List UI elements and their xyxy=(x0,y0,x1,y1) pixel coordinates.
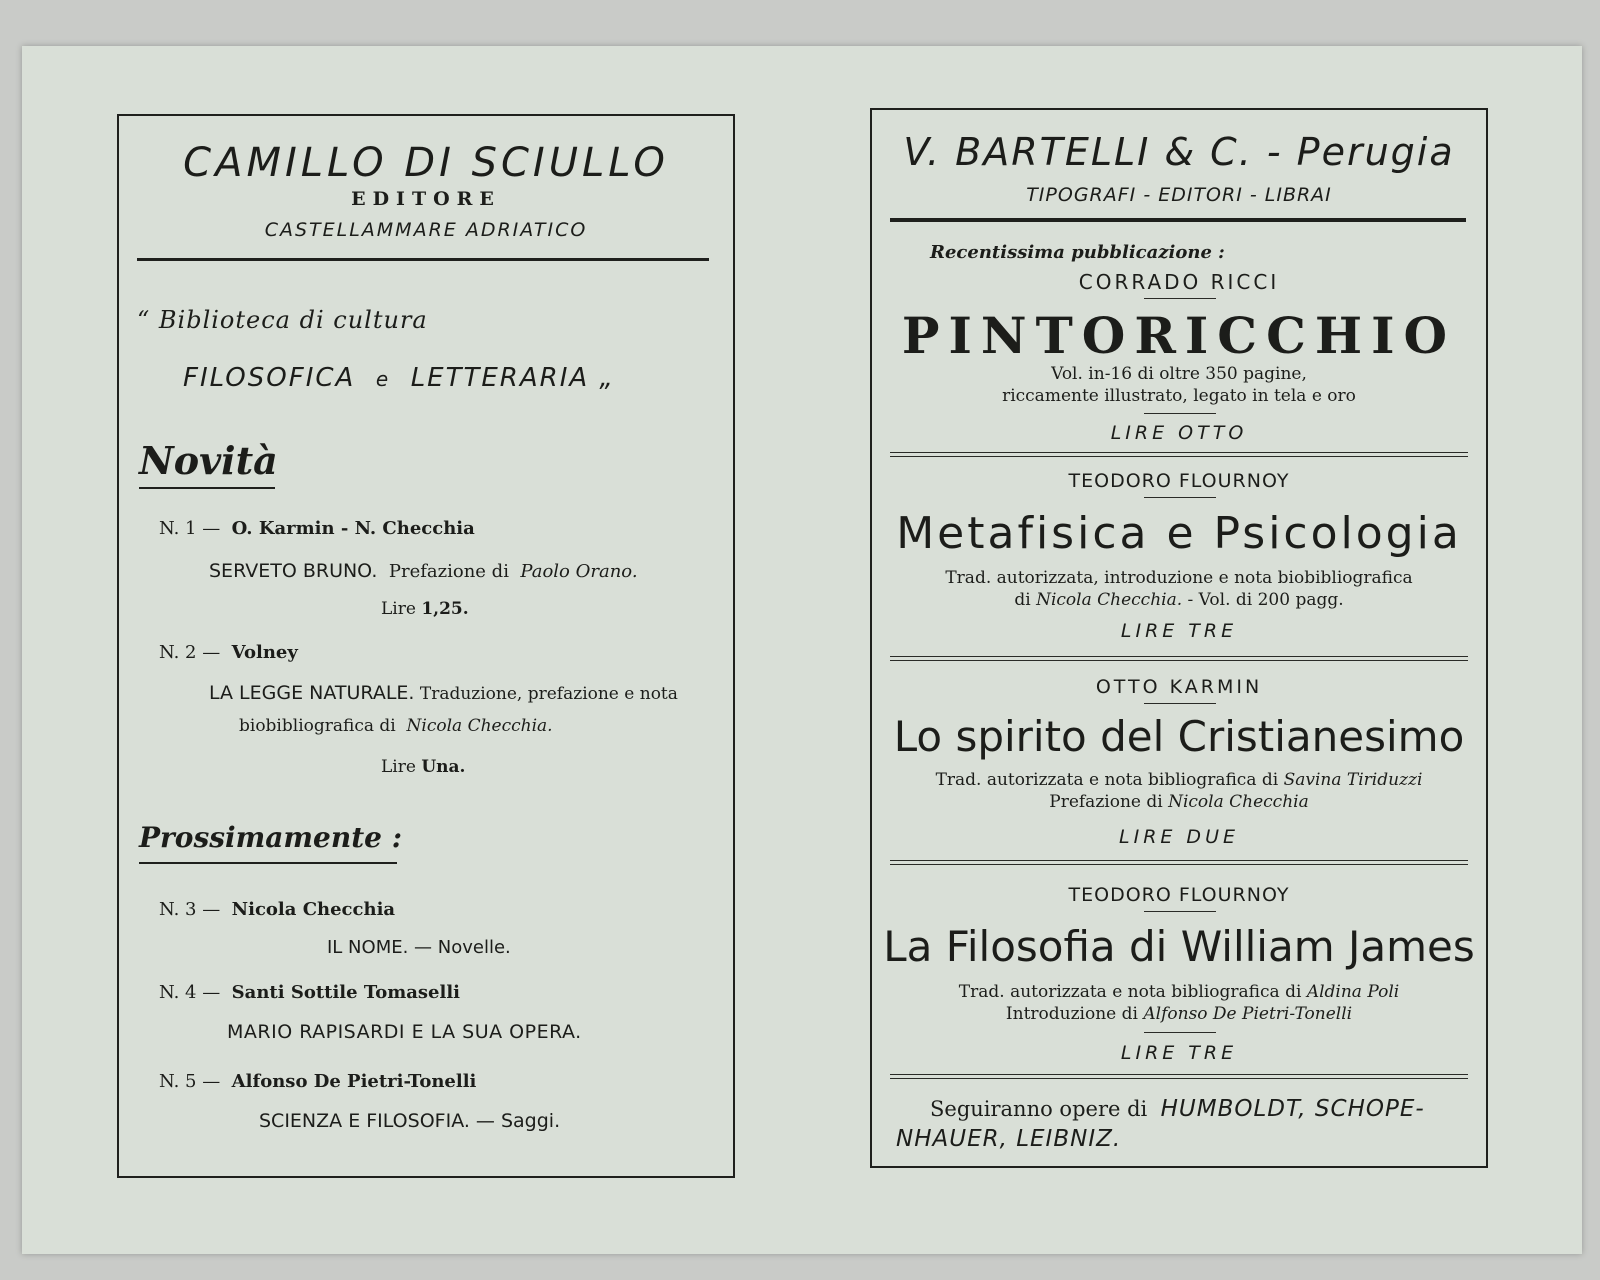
series-filosofica: FILOSOFICA xyxy=(183,363,356,393)
bartelli-panel xyxy=(870,108,1488,1168)
novita-1-note: Prefazione di xyxy=(388,561,509,582)
series-e: e xyxy=(375,367,391,391)
novita-1-price-value: 1,25. xyxy=(421,599,469,619)
novita-2-note-line xyxy=(239,716,553,736)
book-1-desc-2: riccamente illustrato, legato in tela e oro xyxy=(1002,386,1356,406)
novita-1-title-line xyxy=(209,560,638,582)
book-2-desc-vol: - Vol. di 200 pagg. xyxy=(1187,590,1344,610)
book-2-desc-1: Trad. autorizzata, introduzione e nota biobibliografica xyxy=(945,568,1413,588)
prossimo-5-author: Alfonso De Pietri-Tonelli xyxy=(231,1071,477,1092)
prossimo-5-num: N. 5 — xyxy=(159,1071,221,1092)
book-2-price: LIRE TRE xyxy=(1120,620,1238,642)
novita-2-num: N. 2 — xyxy=(159,642,221,663)
publisher-role: EDITORE xyxy=(351,188,501,210)
book-2-desc-2 xyxy=(872,590,1486,610)
prossimo-4-title: MARIO RAPISARDI E LA SUA OPERA. xyxy=(227,1021,582,1043)
prossimo-5-header xyxy=(159,1071,476,1092)
prossimo-4-num: N. 4 — xyxy=(159,982,221,1003)
novita-2-title-line xyxy=(209,682,678,704)
novita-2-price-value: Una. xyxy=(421,757,466,777)
header-rule xyxy=(137,258,709,261)
series-line-1: “ Biblioteca di cultura xyxy=(137,306,428,334)
series-line-2 xyxy=(183,363,615,393)
footer-authors-1: HUMBOLDT, SCHOPE- xyxy=(1160,1096,1425,1122)
novita-2-author: Volney xyxy=(231,642,298,663)
novita-1-header xyxy=(159,518,475,539)
prossimo-3-num: N. 3 — xyxy=(159,899,221,920)
book-4-desc-rule xyxy=(1144,1032,1216,1033)
book-4-desc-1 xyxy=(872,982,1486,1002)
novita-1-author: O. Karmin - N. Checchia xyxy=(231,518,475,539)
prossimo-3-title: IL NOME. — Novelle. xyxy=(327,937,511,958)
book-4-desc-translator: Aldina Poli xyxy=(1306,982,1400,1002)
prossimo-5-title: SCIENZA E FILOSOFIA. — Saggi. xyxy=(259,1110,561,1132)
divider-1 xyxy=(890,452,1468,457)
novita-2-header xyxy=(159,642,298,663)
footer-line-1 xyxy=(930,1096,1425,1122)
book-3-price: LIRE DUE xyxy=(1119,826,1239,848)
book-3-desc-translator: Savina Tiriduzzi xyxy=(1283,770,1423,790)
bartelli-subtitle: TIPOGRAFI - EDITORI - LIBRAI xyxy=(1026,184,1332,206)
divider-2 xyxy=(890,656,1468,661)
book-3-desc-pref: Prefazione di xyxy=(1049,792,1163,812)
divider-3 xyxy=(890,860,1468,865)
novita-2-note: Traduzione, prefazione e nota xyxy=(419,684,678,704)
book-3-desc-prefacer: Nicola Checchia xyxy=(1168,792,1309,812)
divider-4 xyxy=(890,1074,1468,1079)
publisher-name: CAMILLO DI SCIULLO xyxy=(183,140,669,186)
book-2-author-rule xyxy=(1144,497,1216,498)
book-4-author-rule xyxy=(1144,911,1216,912)
prossimo-4-header xyxy=(159,982,460,1003)
novita-1-price xyxy=(381,599,469,619)
book-1-title: PINTORICCHIO xyxy=(901,306,1457,365)
book-1-author-rule xyxy=(1144,298,1216,299)
bartelli-name: V. BARTELLI & C. - Perugia xyxy=(903,130,1455,174)
novita-1-price-label: Lire xyxy=(381,599,416,619)
series-letteraria: LETTERARIA „ xyxy=(410,363,615,393)
book-4-desc-trad: Trad. autorizzata e nota bibliografica di xyxy=(958,982,1302,1002)
prossimo-3-author: Nicola Checchia xyxy=(231,899,396,920)
prossimamente-heading: Prossimamente : xyxy=(139,821,403,854)
book-1-price: LIRE OTTO xyxy=(1110,422,1248,444)
book-4-title: La Filosofia di William James xyxy=(883,922,1475,971)
book-4-desc-intro: Introduzione di xyxy=(1005,1004,1138,1024)
book-4-desc-introducer: Alfonso De Pietri-Tonelli xyxy=(1143,1004,1353,1024)
novita-2-title: LA LEGGE NATURALE. xyxy=(209,682,415,704)
book-2-desc-di: di xyxy=(1014,590,1031,610)
footer-line-2: NHAUER, LEIBNIZ. xyxy=(896,1126,1122,1152)
book-4-author: TEODORO FLOURNOY xyxy=(1068,884,1290,906)
novita-2-price xyxy=(381,757,465,777)
book-1-author: CORRADO RICCI xyxy=(1078,270,1280,294)
novita-1-note-author: Paolo Orano. xyxy=(520,561,638,582)
book-2-desc-translator: Nicola Checchia. xyxy=(1036,590,1183,610)
novita-underline xyxy=(139,487,275,489)
book-3-author: OTTO KARMIN xyxy=(1095,676,1263,698)
prossimo-4-author: Santi Sottile Tomaselli xyxy=(231,982,461,1003)
book-1-desc-rule xyxy=(1144,413,1216,414)
book-4-desc-2 xyxy=(872,1004,1486,1024)
book-3-desc-2 xyxy=(872,792,1486,812)
novita-2-price-label: Lire xyxy=(381,757,416,777)
novita-1-num: N. 1 — xyxy=(159,518,221,539)
novita-1-title: SERVETO BRUNO. xyxy=(209,560,378,582)
book-2-author: TEODORO FLOURNOY xyxy=(1068,470,1290,492)
book-3-author-rule xyxy=(1144,703,1216,704)
flyer-sheet xyxy=(22,46,1582,1254)
bartelli-header-rule xyxy=(890,218,1466,222)
novita-2-note-author: Nicola Checchia. xyxy=(406,716,553,736)
prossimo-3-header xyxy=(159,899,395,920)
prossimamente-underline xyxy=(139,862,397,864)
di-sciullo-panel xyxy=(117,114,735,1178)
book-3-desc-trad: Trad. autorizzata e nota bibliografica di xyxy=(935,770,1279,790)
footer-intro: Seguiranno opere di xyxy=(930,1097,1148,1121)
novita-heading: Novità xyxy=(139,438,278,483)
book-2-title: Metafisica e Psicologia xyxy=(896,508,1462,559)
book-3-desc-1 xyxy=(872,770,1486,790)
recent-label: Recentissima pubblicazione : xyxy=(930,242,1225,263)
publisher-city: CASTELLAMMARE ADRIATICO xyxy=(264,219,588,241)
book-3-title: Lo spirito del Cristianesimo xyxy=(893,712,1465,761)
book-1-desc-1: Vol. in-16 di oltre 350 pagine, xyxy=(1051,364,1307,384)
novita-2-note-cont: biobibliografica di xyxy=(239,716,396,736)
book-4-price: LIRE TRE xyxy=(1120,1042,1238,1064)
